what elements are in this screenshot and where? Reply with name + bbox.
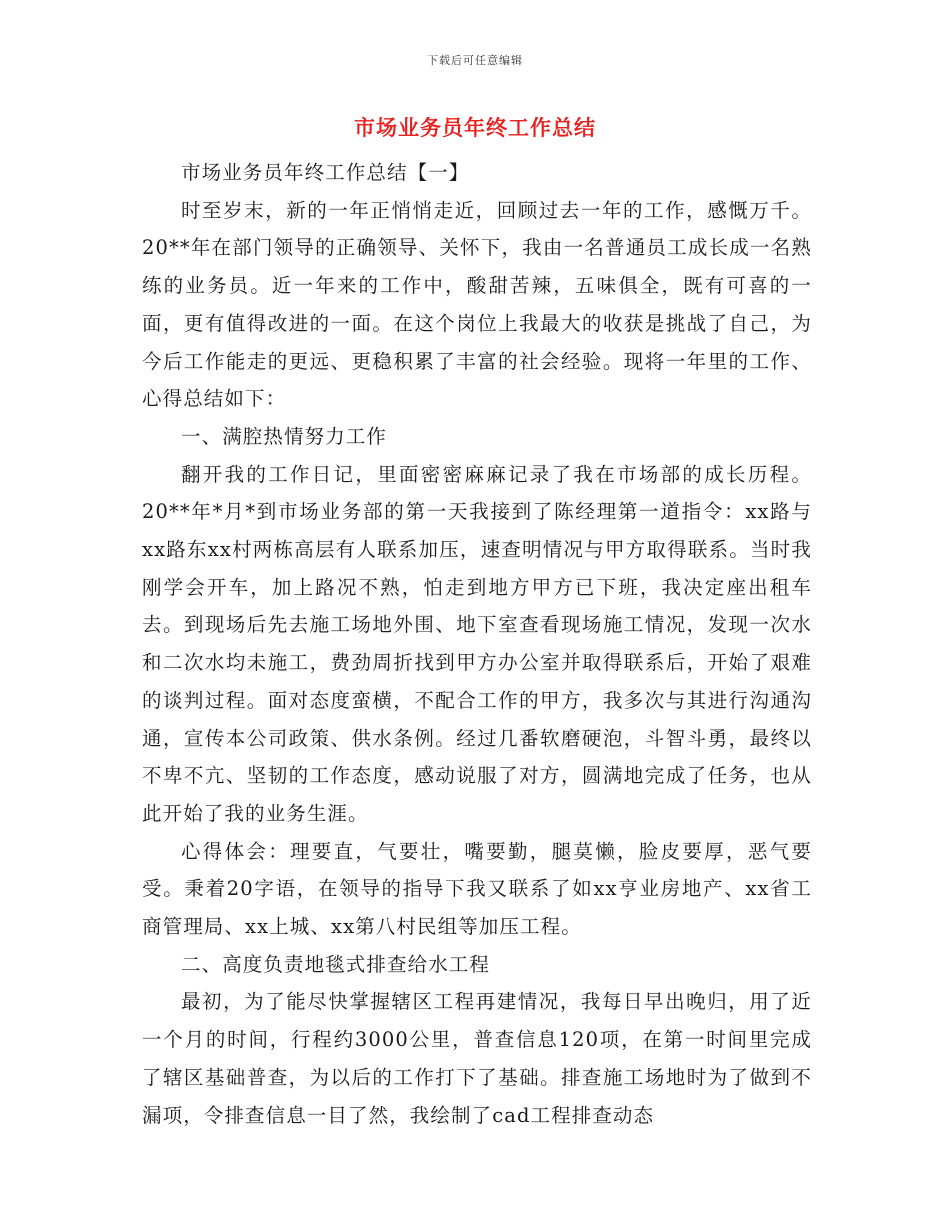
body-paragraph: 翻开我的工作日记，里面密密麻麻记录了我在市场部的成长历程。20**年*月*到市场业务部的第一天我接到了陈经理第一道指令：xx路与xx路东xx村两栋高层有人联系加压，速查明情况与甲方取得联系。当时我刚学会开车，加上路况不熟，怕走到地方甲方已下班，我决定座出租车去。到现场后先去施工场地外围、地下室查看现场施工情况，发现一次水和二次水均未施工，费劲周折找到甲方办公室并取得联系后，开始了艰难的谈判过程。面对态度蛮横，不配合工作的甲方，我多次与其进行沟通沟通，宣传本公司政策、供水条例。经过几番软磨硬泡，斗智斗勇，最终以不卑不亢、坚韧的工作态度，感动说服了对方，圆满地完成了任务，也从此开始了我的业务生涯。 — [142, 462, 812, 825]
document-title: 市场业务员年终工作总结 — [354, 115, 596, 140]
body-paragraph: 时至岁末，新的一年正悄悄走近，回顾过去一年的工作，感慨万千。20**年在部门领导的正确领导、关怀下，我由一名普通员工成长成一名熟练的业务员。近一年来的工作中，酸甜苦辣，五味俱全，既有可喜的一面，更有值得改进的一面。在这个岗位上我最大的收获是挑战了自己，为今后工作能走的更远、更稳积累了丰富的社会经验。现将一年里的工作、心得总结如下： — [142, 198, 812, 411]
body-paragraph: 最初，为了能尽快掌握辖区工程再建情况，我每日早出晚归，用了近一个月的时间，行程约3000公里，普查信息120项，在第一时间里完成了辖区基础普查，为以后的工作打下了基础。排查施工场地时为了做到不漏项，令排查信息一目了然，我绘制了cad工程排查动态 — [142, 990, 812, 1127]
body-paragraph: 心得体会：理要直，气要壮，嘴要勤，腿莫懒，脸皮要厚，恶气要受。秉着20字语，在领导的指导下我又联系了如xx亨业房地产、xx省工商管理局、xx上城、xx第八村民组等加压工程。 — [142, 839, 812, 939]
section-heading: 市场业务员年终工作总结【一】 — [181, 161, 470, 184]
page-header-note: 下载后可任意编辑 — [427, 54, 523, 67]
document-body — [142, 154, 812, 1134]
section-heading: 一、满腔热情努力工作 — [181, 424, 388, 448]
section-heading: 二、高度负责地毯式排查给水工程 — [181, 952, 491, 976]
